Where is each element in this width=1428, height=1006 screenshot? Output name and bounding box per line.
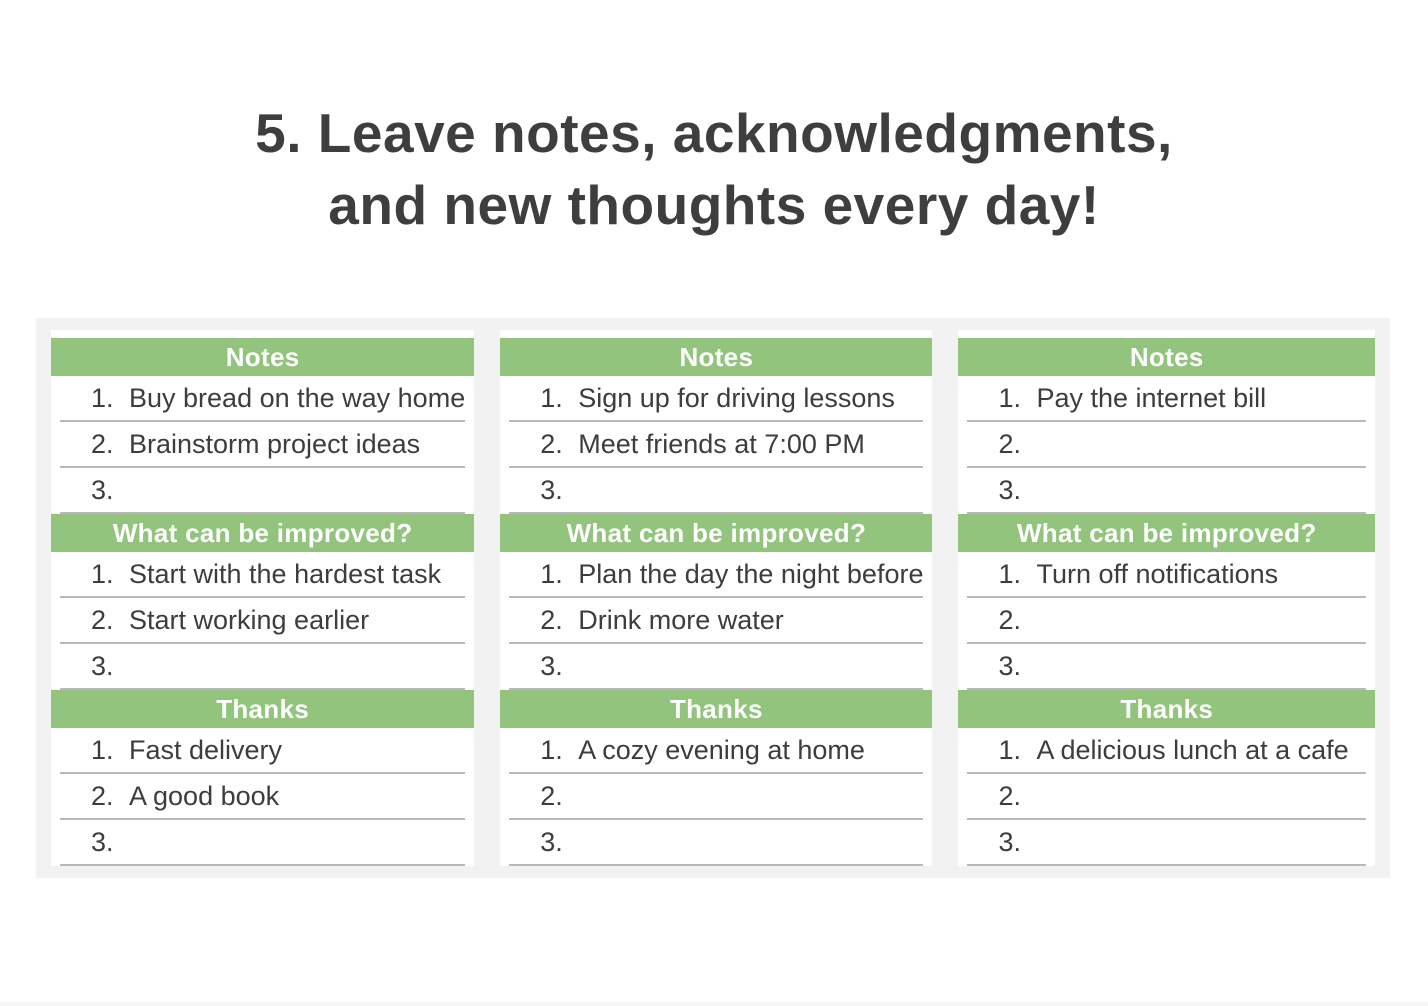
list-item [509, 774, 923, 820]
item-text: Fast delivery [129, 734, 283, 765]
section-notes [51, 338, 474, 514]
section-header-improved: What can be improved? [958, 514, 1375, 552]
journal-column-1 [51, 330, 474, 866]
list-item [967, 376, 1366, 422]
item-number: 1. [91, 734, 114, 765]
journal-column-2 [500, 330, 932, 866]
list-item [967, 644, 1366, 690]
item-number: 1. [540, 558, 563, 589]
list-item [967, 598, 1366, 644]
item-text: A good book [129, 780, 280, 811]
page-bottom-edge [0, 1002, 1428, 1006]
list-item [509, 376, 923, 422]
page-title [0, 97, 1428, 241]
item-number: 2. [91, 780, 114, 811]
item-number: 3. [998, 826, 1022, 857]
item-text: Buy bread on the way home [129, 382, 466, 413]
item-number: 2. [91, 604, 114, 635]
item-number: 1. [91, 382, 114, 413]
list-item [967, 820, 1366, 866]
item-number: 3. [91, 650, 114, 681]
list-item [509, 422, 923, 468]
section-thanks [958, 690, 1375, 866]
list-item [60, 820, 465, 866]
page-title-line-1: 5. Leave notes, acknowledgments, [255, 102, 1173, 164]
item-text: Start working earlier [129, 604, 370, 635]
list-item [60, 468, 465, 514]
list-item [509, 644, 923, 690]
item-number: 1. [998, 734, 1022, 765]
section-header-notes: Notes [51, 338, 474, 376]
item-number: 2. [998, 780, 1022, 811]
item-number: 2. [540, 604, 563, 635]
item-number: 1. [540, 734, 563, 765]
section-header-notes: Notes [958, 338, 1375, 376]
item-text: A cozy evening at home [578, 734, 865, 765]
item-text: Pay the internet bill [1036, 382, 1267, 413]
item-number: 3. [91, 474, 114, 505]
section-header-notes: Notes [500, 338, 932, 376]
item-number: 1. [998, 558, 1022, 589]
item-text: Brainstorm project ideas [129, 428, 421, 459]
item-number: 3. [91, 826, 114, 857]
list-item [60, 598, 465, 644]
item-number: 3. [540, 650, 563, 681]
section-thanks [51, 690, 474, 866]
item-number: 2. [540, 780, 563, 811]
item-number: 2. [998, 604, 1022, 635]
section-improved [958, 514, 1375, 690]
item-number: 3. [540, 826, 563, 857]
item-text: Sign up for driving lessons [578, 382, 895, 413]
list-item [60, 422, 465, 468]
list-item [967, 422, 1366, 468]
list-item [60, 728, 465, 774]
list-item [509, 820, 923, 866]
section-notes [500, 338, 932, 514]
item-number: 3. [540, 474, 563, 505]
item-text: Meet friends at 7:00 PM [578, 428, 865, 459]
list-item [509, 552, 923, 598]
item-text: Turn off notifications [1036, 558, 1279, 589]
section-thanks [500, 690, 932, 866]
list-item [60, 376, 465, 422]
list-item [967, 552, 1366, 598]
item-number: 1. [91, 558, 114, 589]
item-text: A delicious lunch at a cafe [1036, 734, 1349, 765]
section-header-thanks: Thanks [500, 690, 932, 728]
list-item [509, 728, 923, 774]
item-number: 1. [998, 382, 1022, 413]
item-text: Plan the day the night before [578, 558, 924, 589]
page-title-line-2: and new thoughts every day! [328, 174, 1100, 236]
section-header-thanks: Thanks [51, 690, 474, 728]
item-number: 1. [540, 382, 563, 413]
list-item [967, 728, 1366, 774]
section-header-improved: What can be improved? [51, 514, 474, 552]
item-number: 2. [998, 428, 1022, 459]
item-number: 3. [998, 650, 1022, 681]
list-item [967, 774, 1366, 820]
item-number: 2. [540, 428, 563, 459]
item-text: Drink more water [578, 604, 784, 635]
section-header-thanks: Thanks [958, 690, 1375, 728]
item-text: Start with the hardest task [129, 558, 442, 589]
item-number: 3. [998, 474, 1022, 505]
section-improved [500, 514, 932, 690]
list-item [509, 468, 923, 514]
list-item [60, 774, 465, 820]
list-item [967, 468, 1366, 514]
section-header-improved: What can be improved? [500, 514, 932, 552]
list-item [60, 644, 465, 690]
list-item [509, 598, 923, 644]
section-improved [51, 514, 474, 690]
section-notes [958, 338, 1375, 514]
item-number: 2. [91, 428, 114, 459]
journal-board [36, 318, 1390, 878]
journal-column-3 [958, 330, 1375, 866]
list-item [60, 552, 465, 598]
